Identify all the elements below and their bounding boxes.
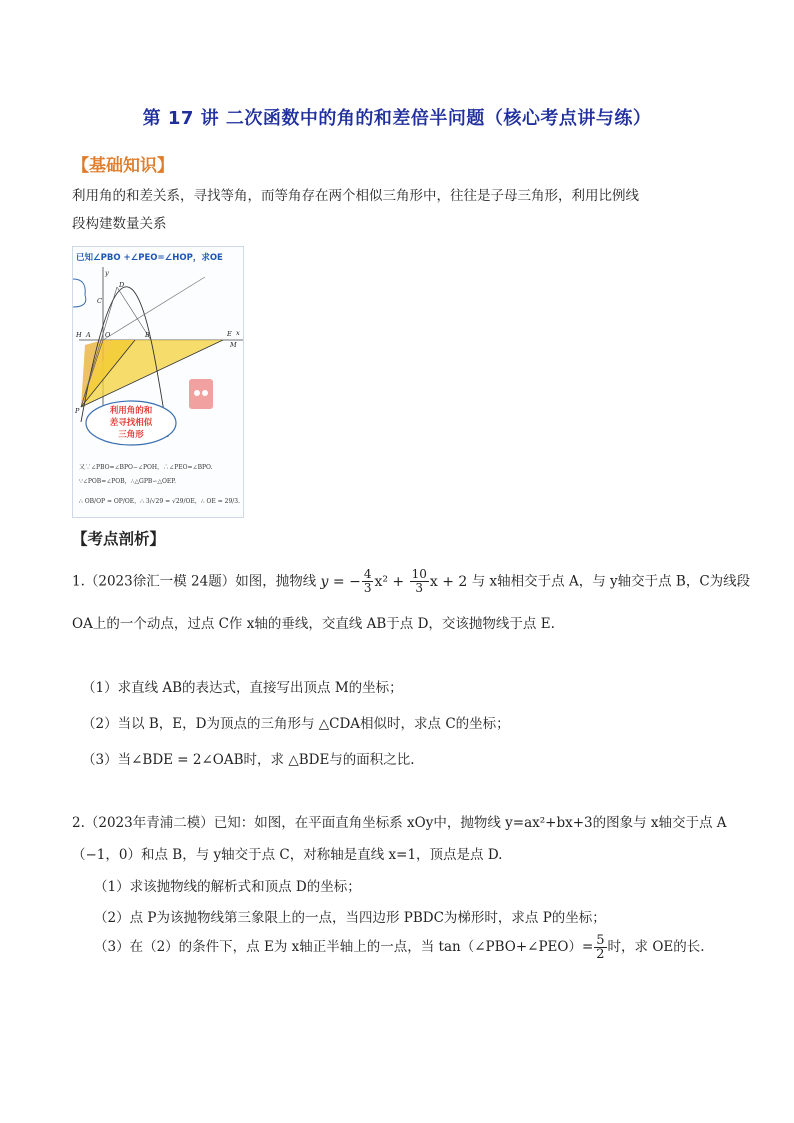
basic-text-line-2: 段构建数量关系 <box>72 216 167 232</box>
figure-label-x: x <box>236 329 240 337</box>
q1-formula: y = − $\frac{4}{3}$ x² + $\frac{10}{3}$ x + 2 <box>320 567 468 595</box>
cloud-text-line-3: 三角形 <box>118 430 144 440</box>
figure-label-m: M <box>230 341 237 349</box>
proof-line-1: 又∵∠PBO=∠BPO−∠POH，∴∠PEO=∠BPO. <box>79 464 213 471</box>
figure-label-d: D <box>119 281 125 289</box>
q2-sub-1: （1）求该抛物线的解析式和顶点 D的坐标； <box>94 879 361 895</box>
geometry-figure <box>72 246 244 518</box>
figure-label-y: y <box>105 269 109 277</box>
q1-sub-3: （3）当∠BDE = 2∠OAB时，求 △BDE与的面积之比. <box>82 752 415 768</box>
q1-sub-2: （2）当以 B，E，D为顶点的三角形与 △CDA相似时，求点 C的坐标； <box>82 716 510 732</box>
proof-line-3: ∴ OB/OP = OP/OE，∴ 3/√29 = √29/OE，∴ OE = 29/3. <box>79 498 241 505</box>
page-title: 第 17 讲 二次函数中的角的和差倍半问题（核心考点讲与练） <box>142 108 652 129</box>
figure-label-p: P <box>75 407 80 415</box>
q2-line-2: （−1，0）和点 B，与 y轴交于点 C，对称轴是直线 x=1，顶点是点 D. <box>72 847 503 863</box>
cloud-text-line-2: 差寻找相似 <box>109 418 153 428</box>
q1-prefix: 1.（2023徐汇一模 24题）如图，抛物线 <box>72 573 317 590</box>
figure-label-o: O <box>105 331 111 339</box>
basic-knowledge-header: 【基础知识】 <box>72 156 174 176</box>
figure-label-b: B <box>145 331 150 339</box>
q1-sub-1: （1）求直线 AB的表达式，直接写出顶点 M的坐标； <box>82 680 403 696</box>
q1-after: 与 x轴相交于点 A，与 y轴交于点 B，C为线段 <box>471 573 751 590</box>
figure-caption: 已知∠PBO +∠PEO=∠HOP，求OE <box>76 253 223 263</box>
figure-label-e: E <box>227 330 232 338</box>
q2-sub-3: （3）在（2）的条件下，点 E为 x轴正半轴上的一点，当 tan（∠PBO+∠PEO）= $\frac{5}{2}$ 时，求 OE的长. <box>94 933 705 962</box>
basic-text-line-1: 利用角的和差关系，寻找等角，而等角存在两个相似三角形中，往往是子母三角形，利用比例线 <box>72 188 639 204</box>
proof-line-2: ∵∠POB=∠POB，∴△GPB∽△OEP. <box>79 478 176 485</box>
figure-label-c: C <box>97 297 102 305</box>
figure-label-a: A <box>86 331 91 339</box>
parabola-diagram <box>73 247 243 517</box>
q1-line-1 <box>72 568 750 595</box>
q2-line-1: 2.（2023年青浦二模）已知：如图，在平面直角坐标系 xOy中，抛物线 y=ax²+bx+3的图象与 x轴交于点 A <box>72 815 727 831</box>
figure-label-h: H <box>76 331 82 339</box>
q1-line-2: OA上的一个动点，过点 C作 x轴的垂线，交直线 AB于点 D，交该抛物线于点 E. <box>72 616 555 632</box>
cloud-text-line-1: 利用角的和 <box>109 406 153 416</box>
q2-sub-2: （2）点 P为该抛物线第三象限上的一点，当四边形 PBDC为梯形时，求点 P的坐标； <box>94 910 606 926</box>
analysis-header: 【考点剖析】 <box>72 530 166 548</box>
q2-fraction: $\frac{5}{2}$ <box>596 933 605 962</box>
